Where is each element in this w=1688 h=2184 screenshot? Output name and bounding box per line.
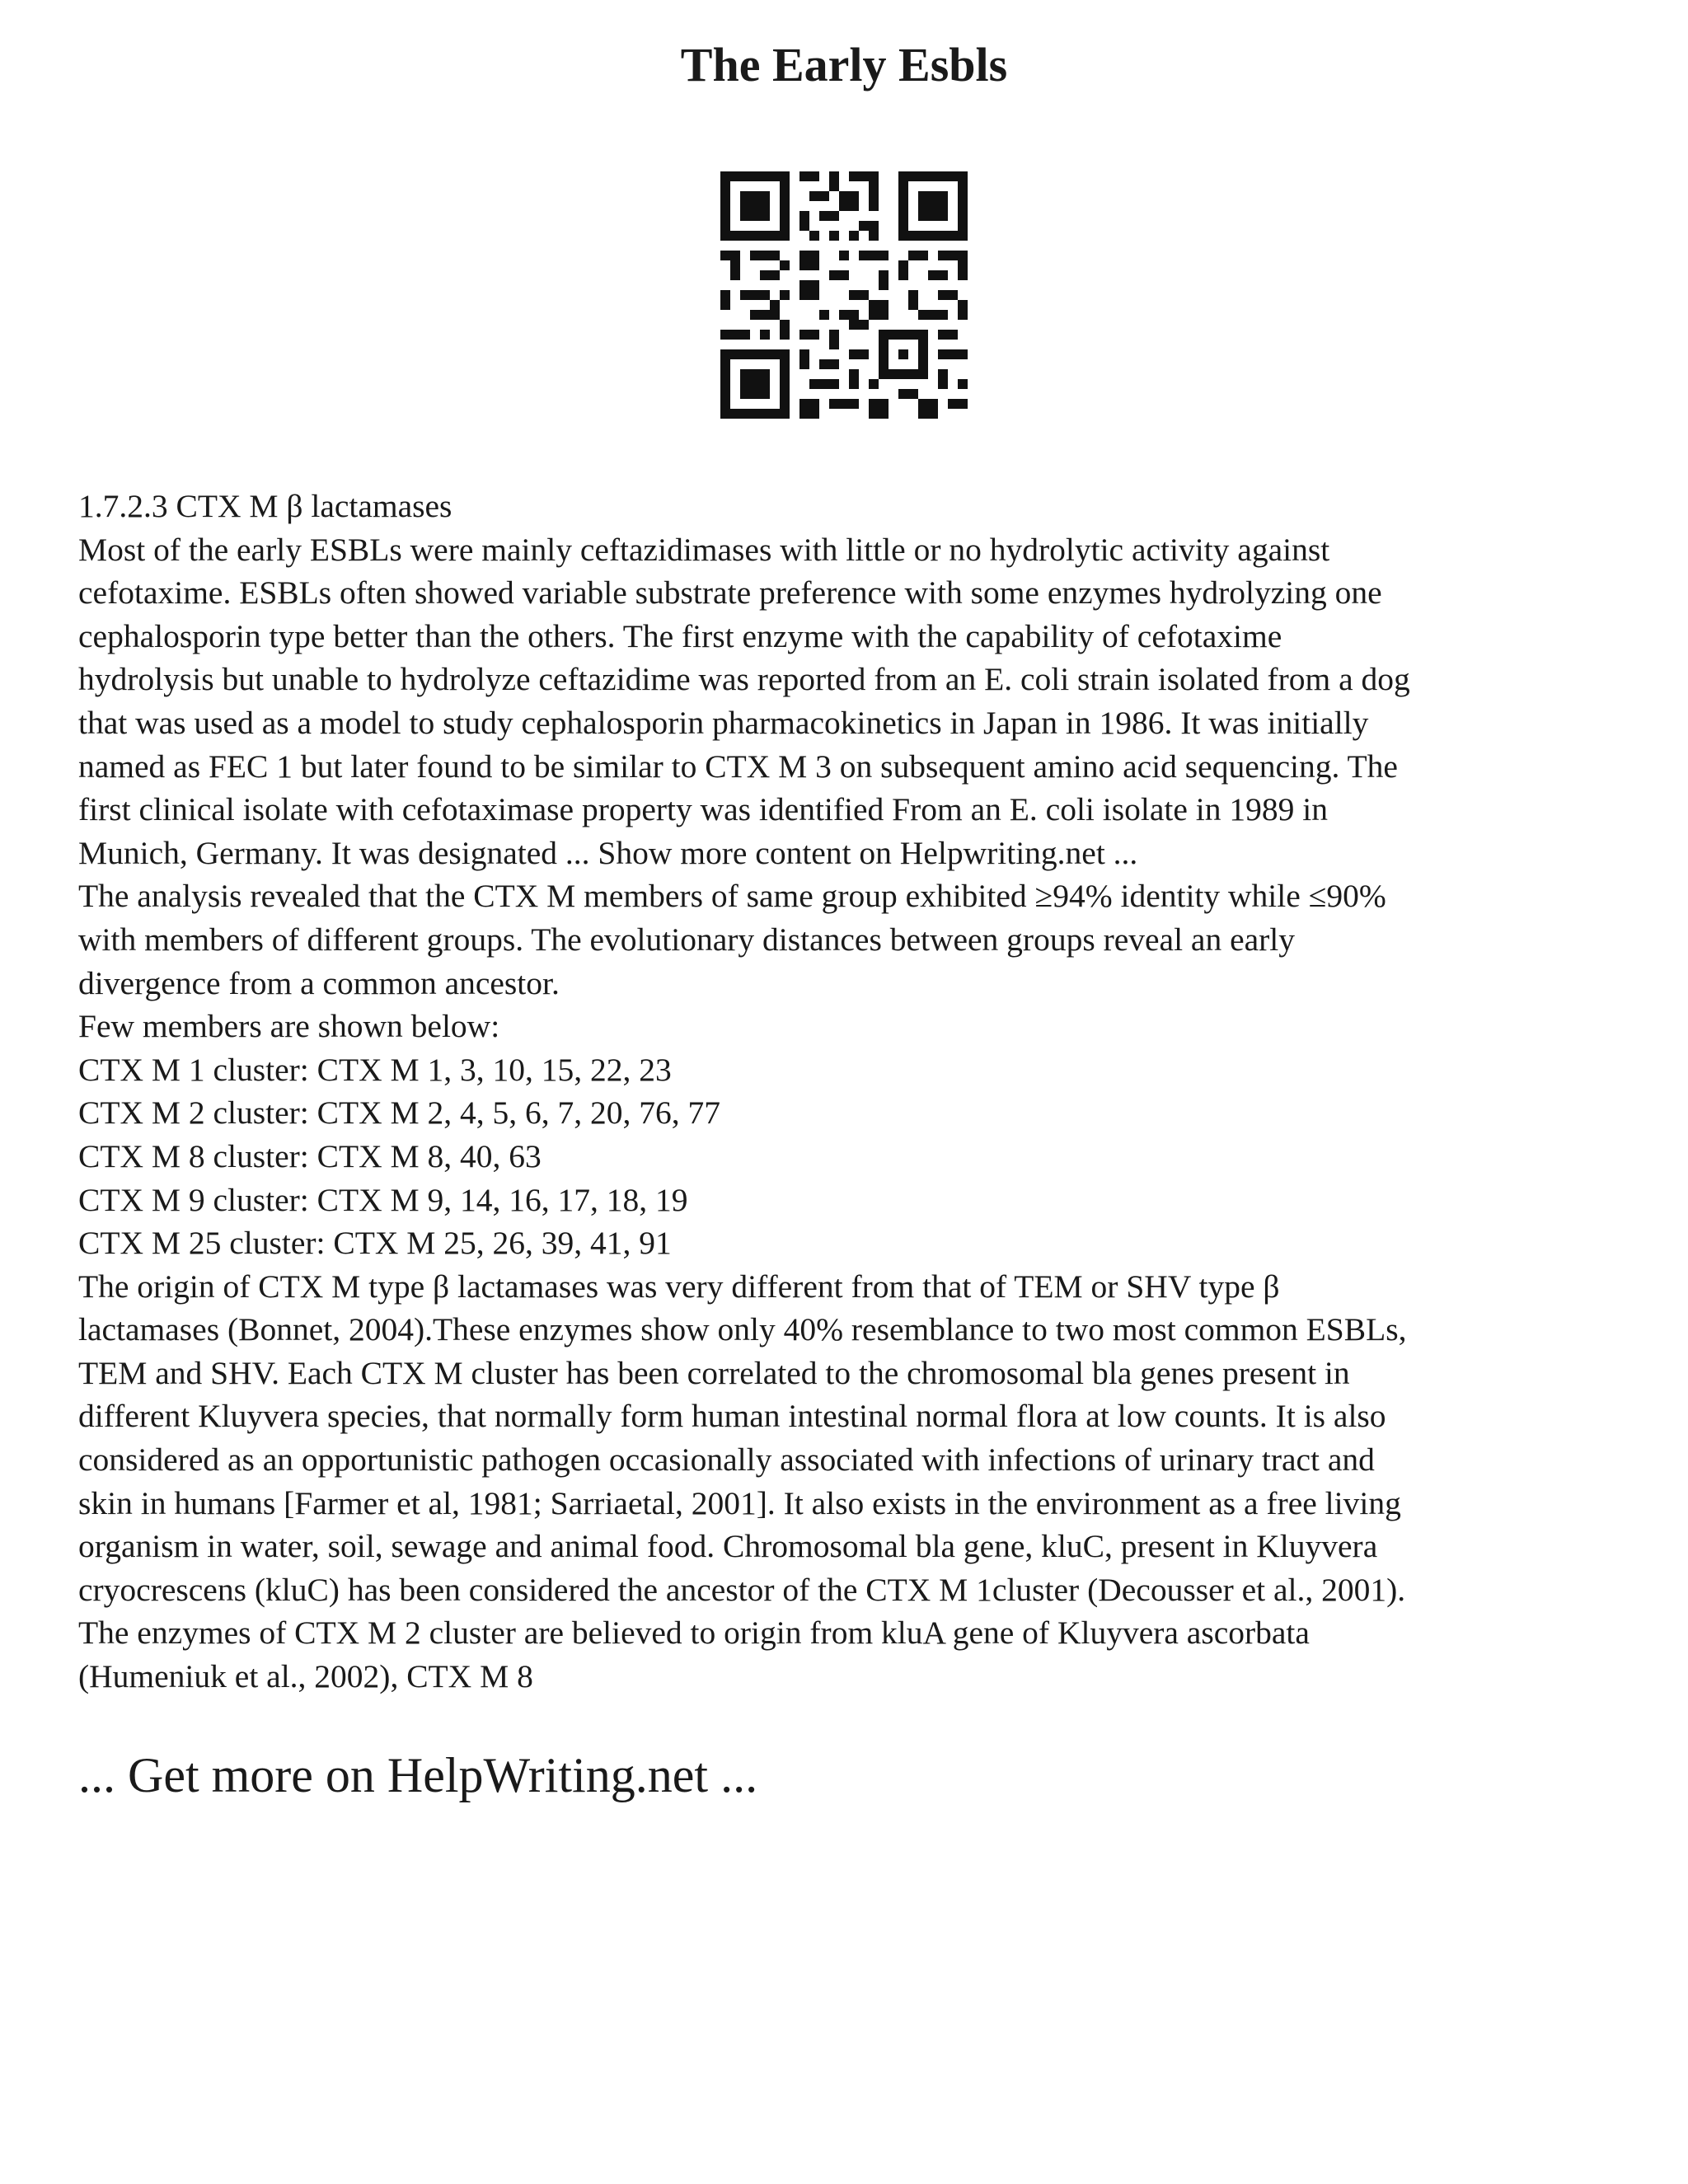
page-title: The Early Esbls [680, 38, 1008, 91]
body-line: first clinical isolate with cefotaximase property was identified From an E. coli isolate in 1989 in [78, 791, 1328, 828]
body-line: skin in humans [Farmer et al, 1981; Sarriaetal, 2001]. It also exists in the environment as a free living [78, 1484, 1401, 1521]
body-line: (Humeniuk et al., 2002), CTX M 8 [78, 1658, 533, 1695]
article-body [78, 485, 1636, 1699]
body-line: CTX M 9 cluster: CTX M 9, 14, 16, 17, 18, 19 [78, 1181, 688, 1218]
body-line: named as FEC 1 but later found to be similar to CTX M 3 on subsequent amino acid sequencing. The [78, 748, 1398, 785]
body-line: CTX M 1 cluster: CTX M 1, 3, 10, 15, 22, 23 [78, 1051, 672, 1088]
body-line: The enzymes of CTX M 2 cluster are believed to origin from kluA gene of Kluyvera ascorbata [78, 1615, 1310, 1652]
body-line: different Kluyvera species, that normally form human intestinal normal flora at low counts. It is also [78, 1398, 1386, 1435]
body-line: that was used as a model to study cephalosporin pharmacokinetics in Japan in 1986. It was initially [78, 704, 1369, 741]
body-line: 1.7.2.3 CTX M β lactamases [78, 488, 452, 524]
body-line: hydrolysis but unable to hydrolyze ceftazidime was reported from an E. coli strain isolated from a dog [78, 661, 1410, 698]
body-line: CTX M 2 cluster: CTX M 2, 4, 5, 6, 7, 20, 76, 77 [78, 1094, 721, 1132]
body-line: The analysis revealed that the CTX M members of same group exhibited ≥94% identity while ≤90% [78, 878, 1386, 915]
qr-code [720, 171, 968, 419]
body-line: cryocrescens (kluC) has been considered the ancestor of the CTX M 1cluster (Decousser et al., 2001). [78, 1571, 1406, 1608]
body-line: cephalosporin type better than the others. The first enzyme with the capability of cefotaxime [78, 617, 1282, 654]
body-line: cefotaxime. ESBLs often showed variable substrate preference with some enzymes hydrolyzing one [78, 574, 1382, 612]
body-line: divergence from a common ancestor. [78, 964, 560, 1001]
body-line: CTX M 8 cluster: CTX M 8, 40, 63 [78, 1137, 542, 1174]
body-line: Most of the early ESBLs were mainly ceftazidimases with little or no hydrolytic activity against [78, 531, 1330, 568]
get-more-link[interactable]: ... Get more on HelpWriting.net ... [78, 1748, 758, 1802]
body-line: lactamases (Bonnet, 2004).These enzymes show only 40% resemblance to two most common ESBLs, [78, 1311, 1407, 1348]
body-line: with members of different groups. The evolutionary distances between groups reveal an early [78, 921, 1296, 958]
body-line: Few members are shown below: [78, 1008, 500, 1045]
body-line: TEM and SHV. Each CTX M cluster has been correlated to the chromosomal bla genes present in [78, 1354, 1350, 1391]
body-line: considered as an opportunistic pathogen occasionally associated with infections of urinary tract and [78, 1441, 1375, 1479]
body-line: The origin of CTX M type β lactamases was very different from that of TEM or SHV type β [78, 1268, 1280, 1305]
body-line: Munich, Germany. It was designated ... Show more content on Helpwriting.net ... [78, 834, 1138, 871]
body-line: organism in water, soil, sewage and animal food. Chromosomal bla gene, kluC, present in Kluyvera [78, 1528, 1378, 1565]
qr-code-image [720, 171, 968, 419]
body-line: CTX M 25 cluster: CTX M 25, 26, 39, 41, 91 [78, 1225, 672, 1262]
